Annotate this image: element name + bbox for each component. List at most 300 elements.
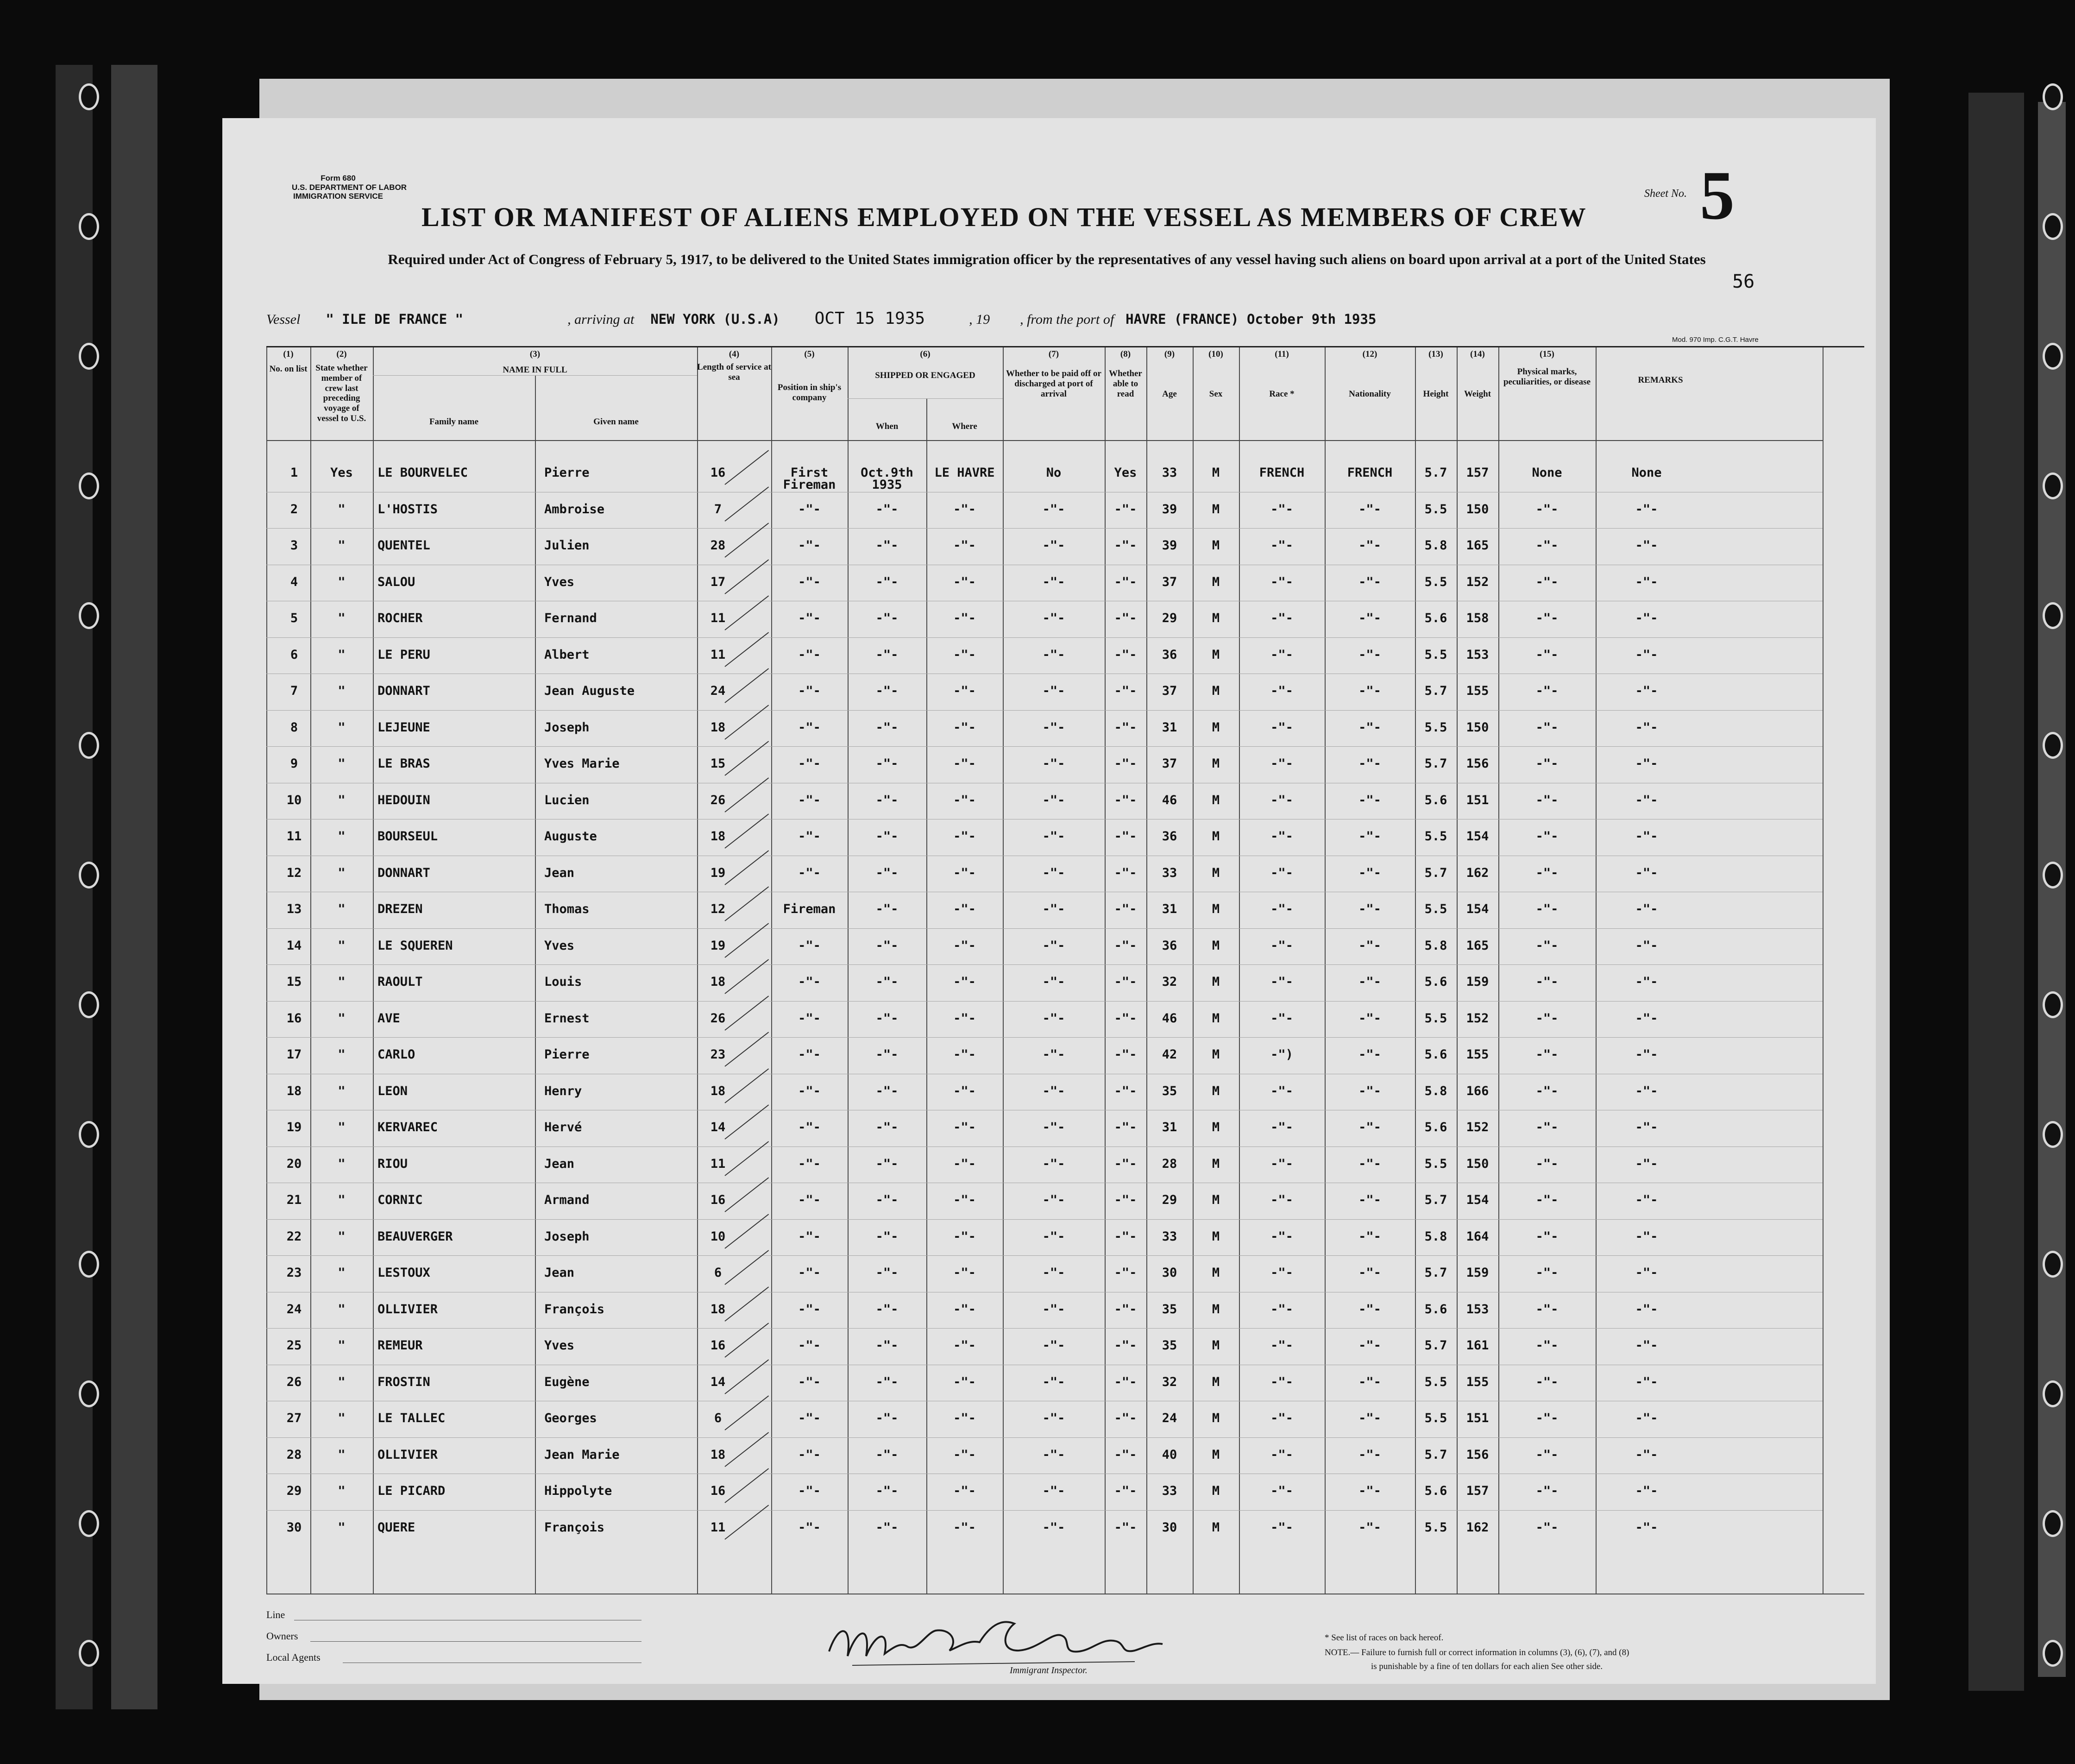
binder-hole <box>2043 602 2063 629</box>
weight: 156 <box>1466 1447 1489 1462</box>
physical-marks: -"- <box>1535 1374 1559 1389</box>
nationality: -"- <box>1358 1120 1381 1134</box>
able-to-read: -"- <box>1114 1484 1137 1498</box>
position: -"- <box>798 1047 821 1062</box>
position: -"- <box>798 684 821 698</box>
sex: M <box>1212 1156 1220 1171</box>
col-3-header: (3) NAME IN FULL <box>503 349 567 375</box>
family-name: BOURSEUL <box>377 829 438 844</box>
given-name: Jean Auguste <box>544 684 635 698</box>
binder-hole <box>79 83 99 110</box>
able-to-read: -"- <box>1114 865 1137 880</box>
race: -"- <box>1270 1302 1293 1317</box>
position: -"- <box>798 793 821 807</box>
sex: M <box>1212 1229 1220 1244</box>
remarks: -"- <box>1635 1229 1658 1244</box>
length-of-service: 18 <box>710 1447 726 1462</box>
shipped-when: -"- <box>875 1520 899 1535</box>
binder-hole <box>79 1380 99 1407</box>
col-remarks-header: REMARKS <box>1638 375 1683 385</box>
col-6-when-header: When <box>875 422 899 431</box>
length-of-service: 16 <box>710 1193 726 1207</box>
binder-hole <box>79 862 99 888</box>
height: 5.5 <box>1424 720 1447 735</box>
position: -"- <box>798 1011 821 1026</box>
binder-hole <box>2043 1510 2063 1537</box>
weight: 155 <box>1466 1374 1489 1389</box>
arriving-label: , arriving at <box>567 312 635 327</box>
shipped-where: -"- <box>953 574 976 589</box>
arriving-port: NEW YORK (U.S.A) <box>650 311 780 327</box>
nationality: -"- <box>1358 865 1381 880</box>
race: -"- <box>1270 684 1293 698</box>
row-rule <box>266 1037 1823 1038</box>
weight: 157 <box>1466 466 1489 480</box>
length-of-service: 18 <box>710 975 726 989</box>
shipped-where: -"- <box>953 1484 976 1498</box>
shipped-when: -"- <box>875 1266 899 1280</box>
able-to-read: -"- <box>1114 1374 1137 1389</box>
paid-off: -"- <box>1042 1411 1065 1425</box>
position: -"- <box>798 538 821 553</box>
row-number: 2 <box>290 502 298 517</box>
remarks: -"- <box>1635 611 1658 625</box>
col-rule <box>1146 347 1147 1594</box>
row-number: 27 <box>286 1411 302 1425</box>
previous-voyage: " <box>338 975 346 989</box>
nationality: -"- <box>1358 793 1381 807</box>
shipped-when: Oct.9th <box>861 466 913 480</box>
height: 5.5 <box>1424 902 1447 916</box>
nationality: -"- <box>1358 938 1381 953</box>
previous-voyage: Yes <box>330 466 353 480</box>
header-subrule <box>373 375 697 376</box>
remarks: -"- <box>1635 1266 1658 1280</box>
able-to-read: -"- <box>1114 684 1137 698</box>
paid-off: -"- <box>1042 574 1065 589</box>
age: 33 <box>1162 1484 1177 1498</box>
height: 5.5 <box>1424 647 1447 662</box>
height: 5.7 <box>1424 466 1447 480</box>
sex: M <box>1212 1411 1220 1425</box>
given-name: Pierre <box>544 1047 590 1062</box>
weight: 165 <box>1466 538 1489 553</box>
height: 5.8 <box>1424 538 1447 553</box>
able-to-read: -"- <box>1114 574 1137 589</box>
row-rule <box>266 746 1823 747</box>
height: 5.6 <box>1424 1120 1447 1134</box>
col-12-header: (12) Nationality <box>1349 349 1391 399</box>
nationality: -"- <box>1358 1229 1381 1244</box>
binder-hole <box>2043 343 2063 370</box>
age: 29 <box>1162 1193 1177 1207</box>
paid-off: -"- <box>1042 684 1065 698</box>
col-rule <box>848 347 849 1594</box>
nationality: -"- <box>1358 1266 1381 1280</box>
position: -"- <box>798 647 821 662</box>
shipped-where: -"- <box>953 1302 976 1317</box>
family-name: QUERE <box>377 1520 415 1535</box>
shipped-where: -"- <box>953 538 976 553</box>
row-number: 16 <box>286 1011 302 1026</box>
length-of-service: 11 <box>710 1520 726 1535</box>
binder-hole <box>2043 1121 2063 1148</box>
length-of-service: 11 <box>710 1156 726 1171</box>
physical-marks: -"- <box>1535 647 1559 662</box>
sex: M <box>1212 756 1220 771</box>
local-agents-label: Local Agents <box>266 1651 321 1663</box>
col-14-header: (14) Weight <box>1464 349 1491 399</box>
length-of-service: 6 <box>714 1411 722 1425</box>
previous-voyage: " <box>338 1229 346 1244</box>
sex: M <box>1212 538 1220 553</box>
race: -"- <box>1270 1084 1293 1098</box>
shipped-when: -"- <box>875 538 899 553</box>
row-rule <box>266 1001 1823 1002</box>
row-rule <box>266 710 1823 711</box>
race: -"- <box>1270 1374 1293 1389</box>
height: 5.6 <box>1424 611 1447 625</box>
height: 5.5 <box>1424 1156 1447 1171</box>
given-name: Yves <box>544 1338 575 1353</box>
able-to-read: -"- <box>1114 1302 1137 1317</box>
row-number: 1 <box>290 466 298 480</box>
paid-off: -"- <box>1042 1447 1065 1462</box>
race: -"- <box>1270 538 1293 553</box>
family-name: SALOU <box>377 574 415 589</box>
nationality: -"- <box>1358 538 1381 553</box>
age: 37 <box>1162 684 1177 698</box>
row-number: 21 <box>286 1193 302 1207</box>
given-name: Yves <box>544 938 575 953</box>
physical-marks: -"- <box>1535 1266 1559 1280</box>
col-13-header: (13) Height <box>1423 349 1449 399</box>
col-rule <box>1003 347 1004 1594</box>
fine-note-2: is punishable by a fine of ten dollars for each alien See other side. <box>1371 1662 1603 1671</box>
remarks: -"- <box>1635 1374 1658 1389</box>
print-mark: Mod. 970 Imp. C.G.T. Havre <box>1672 336 1759 344</box>
binder-hole <box>2043 1380 2063 1407</box>
paid-off: -"- <box>1042 538 1065 553</box>
form-number: Form 680 <box>321 174 356 183</box>
remarks: -"- <box>1635 1520 1658 1535</box>
position: -"- <box>798 1266 821 1280</box>
line-label: Line <box>266 1609 285 1620</box>
position: -"- <box>798 1156 821 1171</box>
shipped-when: -"- <box>875 611 899 625</box>
remarks: -"- <box>1635 647 1658 662</box>
nationality: -"- <box>1358 1084 1381 1098</box>
able-to-read: -"- <box>1114 1193 1137 1207</box>
sex: M <box>1212 1047 1220 1062</box>
binder-hole <box>79 1510 99 1537</box>
physical-marks: -"- <box>1535 1120 1559 1134</box>
length-of-service: 14 <box>710 1120 726 1134</box>
given-name: Jean <box>544 865 575 880</box>
col-1-header: (1) No. on list <box>269 349 308 374</box>
race: FRENCH <box>1259 466 1305 480</box>
length-of-service: 6 <box>714 1266 722 1280</box>
crew-table <box>266 346 1864 1594</box>
remarks: -"- <box>1635 1484 1658 1498</box>
weight: 150 <box>1466 1156 1489 1171</box>
row-number: 22 <box>286 1229 302 1244</box>
race: -") <box>1270 1047 1293 1062</box>
able-to-read: -"- <box>1114 1338 1137 1353</box>
col-rule <box>1596 347 1597 1594</box>
row-number: 6 <box>290 647 298 662</box>
family-name: BEAUVERGER <box>377 1229 453 1244</box>
remarks: -"- <box>1635 1084 1658 1098</box>
height: 5.5 <box>1424 1520 1447 1535</box>
length-of-service: 18 <box>710 1302 726 1317</box>
shipped-when: -"- <box>875 1484 899 1498</box>
manifest-title: LIST OR MANIFEST OF ALIENS EMPLOYED ON THE VESSEL AS MEMBERS OF CREW <box>421 202 1587 232</box>
paid-off: -"- <box>1042 1229 1065 1244</box>
able-to-read: -"- <box>1114 538 1137 553</box>
shipped-when: -"- <box>875 1120 899 1134</box>
race: -"- <box>1270 793 1293 807</box>
manifest-page <box>222 118 1876 1684</box>
length-of-service: 18 <box>710 720 726 735</box>
length-of-service: 12 <box>710 902 726 916</box>
age: 37 <box>1162 756 1177 771</box>
shipped-when: -"- <box>875 975 899 989</box>
position: -"- <box>798 720 821 735</box>
given-name: Armand <box>544 1193 590 1207</box>
shipped-when: -"- <box>875 1447 899 1462</box>
col-11-header: (11) Race * <box>1269 349 1295 399</box>
family-name: DREZEN <box>377 902 423 916</box>
paid-off: -"- <box>1042 1520 1065 1535</box>
sex: M <box>1212 829 1220 844</box>
position: -"- <box>798 975 821 989</box>
position: -"- <box>798 1411 821 1425</box>
shipped-where: -"- <box>953 1520 976 1535</box>
shipped-when: -"- <box>875 1229 899 1244</box>
physical-marks: -"- <box>1535 902 1559 916</box>
height: 5.7 <box>1424 684 1447 698</box>
age: 24 <box>1162 1411 1177 1425</box>
age: 35 <box>1162 1302 1177 1317</box>
nationality: -"- <box>1358 1374 1381 1389</box>
height: 5.7 <box>1424 1338 1447 1353</box>
paid-off: No <box>1046 466 1062 480</box>
sex: M <box>1212 975 1220 989</box>
row-number: 7 <box>290 684 298 698</box>
row-rule <box>266 1219 1823 1220</box>
weight: 161 <box>1466 1338 1489 1353</box>
nationality: -"- <box>1358 1011 1381 1026</box>
height: 5.7 <box>1424 1266 1447 1280</box>
family-name: LESTOUX <box>377 1266 430 1280</box>
row-number: 29 <box>286 1484 302 1498</box>
shipped-when: -"- <box>875 647 899 662</box>
nationality: -"- <box>1358 647 1381 662</box>
binder-hole <box>79 343 99 370</box>
previous-voyage: " <box>338 1084 346 1098</box>
col-3-given-header: Given name <box>593 417 639 427</box>
sex: M <box>1212 611 1220 625</box>
able-to-read: -"- <box>1114 1266 1137 1280</box>
row-number: 15 <box>286 975 302 989</box>
date-stamp: OCT 15 1935 <box>814 309 925 328</box>
position: -"- <box>798 1302 821 1317</box>
sex: M <box>1212 865 1220 880</box>
nationality: -"- <box>1358 1156 1381 1171</box>
weight: 165 <box>1466 938 1489 953</box>
shipped-when: -"- <box>875 574 899 589</box>
height: 5.5 <box>1424 1011 1447 1026</box>
remarks: -"- <box>1635 938 1658 953</box>
age: 33 <box>1162 1229 1177 1244</box>
position: -"- <box>798 1447 821 1462</box>
race: -"- <box>1270 865 1293 880</box>
shipped-when: -"- <box>875 1156 899 1171</box>
race: -"- <box>1270 1156 1293 1171</box>
nationality: -"- <box>1358 829 1381 844</box>
vessel-line <box>266 309 1376 328</box>
row-number: 25 <box>286 1338 302 1353</box>
shipped-when: -"- <box>875 756 899 771</box>
height: 5.7 <box>1424 865 1447 880</box>
previous-voyage: " <box>338 793 346 807</box>
physical-marks: -"- <box>1535 611 1559 625</box>
col-rule <box>1239 347 1240 1594</box>
length-of-service: 11 <box>710 611 726 625</box>
physical-marks: None <box>1532 466 1562 480</box>
shipped-where: -"- <box>953 902 976 916</box>
shipped-where: -"- <box>953 1084 976 1098</box>
age: 30 <box>1162 1520 1177 1535</box>
row-number: 23 <box>286 1266 302 1280</box>
sex: M <box>1212 1338 1220 1353</box>
position: -"- <box>798 574 821 589</box>
age: 46 <box>1162 793 1177 807</box>
col-9-header: (9) Age <box>1162 349 1177 399</box>
nationality: -"- <box>1358 684 1381 698</box>
given-name: Lucien <box>544 793 590 807</box>
previous-voyage: " <box>338 865 346 880</box>
shipped-where: -"- <box>953 1011 976 1026</box>
nationality: -"- <box>1358 1484 1381 1498</box>
weight: 153 <box>1466 647 1489 662</box>
family-name: LE PERU <box>377 647 430 662</box>
paid-off: -"- <box>1042 1193 1065 1207</box>
paid-off: -"- <box>1042 756 1065 771</box>
family-name: LE BRAS <box>377 756 430 771</box>
physical-marks: -"- <box>1535 1047 1559 1062</box>
able-to-read: Yes <box>1114 466 1137 480</box>
weight: 152 <box>1466 1011 1489 1026</box>
row-number: 14 <box>286 938 302 953</box>
height: 5.7 <box>1424 1193 1447 1207</box>
shipped-where: -"- <box>953 1047 976 1062</box>
family-name: LEJEUNE <box>377 720 430 735</box>
col-rule <box>266 347 267 1594</box>
given-name: Fernand <box>544 611 597 625</box>
given-name: Joseph <box>544 720 590 735</box>
row-number: 4 <box>290 574 298 589</box>
row-rule <box>266 528 1823 529</box>
position: -"- <box>798 865 821 880</box>
race: -"- <box>1270 1520 1293 1535</box>
family-name: LE SQUEREN <box>377 938 453 953</box>
paid-off: -"- <box>1042 1156 1065 1171</box>
row-number: 18 <box>286 1084 302 1098</box>
remarks: -"- <box>1635 1047 1658 1062</box>
position: Fireman <box>783 478 836 492</box>
shipped-where: -"- <box>953 1266 976 1280</box>
nationality: -"- <box>1358 1411 1381 1425</box>
sex: M <box>1212 1447 1220 1462</box>
shipped-when: -"- <box>875 720 899 735</box>
paid-off: -"- <box>1042 502 1065 517</box>
age: 39 <box>1162 538 1177 553</box>
age: 31 <box>1162 902 1177 916</box>
weight: 154 <box>1466 902 1489 916</box>
shipped-when: -"- <box>875 1011 899 1026</box>
height: 5.8 <box>1424 1229 1447 1244</box>
shipped-where: -"- <box>953 1120 976 1134</box>
nationality: -"- <box>1358 1338 1381 1353</box>
previous-voyage: " <box>338 502 346 517</box>
col-rule <box>1325 347 1326 1594</box>
given-name: Ernest <box>544 1011 590 1026</box>
previous-voyage: " <box>338 1302 346 1317</box>
race: -"- <box>1270 1411 1293 1425</box>
previous-voyage: " <box>338 829 346 844</box>
row-number: 12 <box>286 865 302 880</box>
race: -"- <box>1270 611 1293 625</box>
shipped-where: -"- <box>953 829 976 844</box>
race: -"- <box>1270 1011 1293 1026</box>
sex: M <box>1212 1084 1220 1098</box>
position: -"- <box>798 1484 821 1498</box>
physical-marks: -"- <box>1535 1338 1559 1353</box>
weight: 159 <box>1466 975 1489 989</box>
remarks: -"- <box>1635 1447 1658 1462</box>
sex: M <box>1212 574 1220 589</box>
age: 32 <box>1162 1374 1177 1389</box>
height: 5.5 <box>1424 502 1447 517</box>
previous-voyage: " <box>338 538 346 553</box>
position: -"- <box>798 1520 821 1535</box>
race: -"- <box>1270 574 1293 589</box>
sex: M <box>1212 684 1220 698</box>
col-rule <box>373 347 374 1594</box>
race-note: * See list of races on back hereof. <box>1325 1633 1444 1643</box>
weight: 164 <box>1466 1229 1489 1244</box>
sheet-label: Sheet No. <box>1644 188 1687 200</box>
row-number: 3 <box>290 538 298 553</box>
binder-hole <box>79 1251 99 1278</box>
binder-hole <box>2043 732 2063 759</box>
given-name: Jean Marie <box>544 1447 620 1462</box>
nationality: -"- <box>1358 756 1381 771</box>
physical-marks: -"- <box>1535 865 1559 880</box>
able-to-read: -"- <box>1114 1047 1137 1062</box>
sex: M <box>1212 1011 1220 1026</box>
previous-voyage: " <box>338 1266 346 1280</box>
race: -"- <box>1270 1229 1293 1244</box>
sex: M <box>1212 1120 1220 1134</box>
binder-hole <box>79 213 99 240</box>
row-rule <box>266 637 1823 638</box>
sex: M <box>1212 502 1220 517</box>
col-3-family-header: Family name <box>429 417 479 427</box>
nationality: -"- <box>1358 611 1381 625</box>
